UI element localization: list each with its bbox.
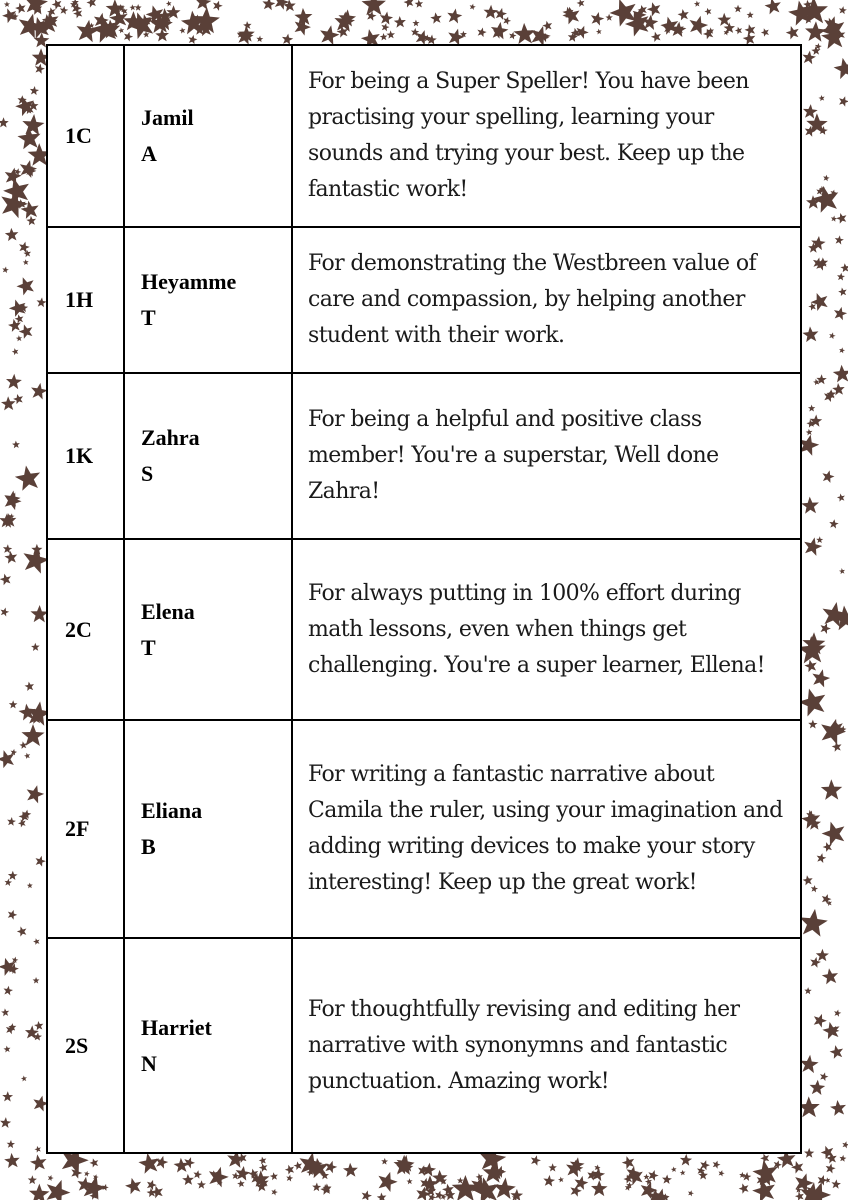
star-icon — [243, 21, 252, 30]
star-icon — [258, 1156, 267, 1165]
star-icon — [10, 748, 18, 755]
star-icon — [810, 667, 832, 688]
star-icon — [284, 1163, 296, 1175]
star-icon — [12, 440, 20, 448]
star-icon — [2, 266, 10, 273]
star-icon — [702, 27, 715, 40]
star-icon — [0, 747, 17, 769]
star-icon — [694, 0, 701, 7]
star-icon — [594, 1164, 601, 1171]
star-icon — [187, 34, 198, 45]
star-icon — [4, 550, 18, 564]
star-icon — [137, 1151, 161, 1174]
star-icon — [47, 1174, 55, 1181]
star-icon — [734, 5, 742, 13]
star-icon — [85, 0, 97, 8]
star-icon — [361, 0, 386, 15]
star-icon — [790, 1159, 806, 1174]
star-icon — [816, 949, 829, 962]
star-icon — [831, 1179, 841, 1189]
star-icon — [802, 326, 819, 343]
star-icon — [2, 544, 12, 554]
star-icon — [16, 335, 23, 342]
star-icon — [810, 885, 818, 893]
star-icon — [0, 606, 10, 617]
star-icon — [494, 7, 508, 21]
star-icon — [12, 393, 24, 405]
student-name — [124, 373, 292, 539]
award-row — [47, 539, 801, 720]
star-icon — [4, 1, 10, 7]
student-first-name: Jamil — [141, 105, 194, 130]
star-icon — [394, 16, 407, 28]
star-icon — [83, 1170, 90, 1177]
star-icon — [14, 2, 27, 15]
star-icon — [798, 907, 829, 937]
star-icon — [360, 1189, 373, 1200]
star-icon — [829, 1099, 847, 1116]
star-icon — [8, 870, 18, 880]
star-icon — [4, 1152, 21, 1168]
star-icon — [165, 0, 172, 7]
star-icon — [88, 1157, 99, 1168]
student-initial: N — [141, 1050, 157, 1076]
star-icon — [386, 30, 395, 39]
class-code: 1H — [47, 227, 124, 373]
star-icon — [784, 24, 800, 40]
class-code: 2C — [47, 539, 124, 720]
star-icon — [5, 373, 22, 389]
star-icon — [476, 26, 488, 37]
star-icon — [312, 1182, 321, 1191]
star-icon — [828, 519, 839, 529]
star-icon — [21, 1075, 28, 1082]
star-icon — [704, 7, 713, 16]
star-icon — [293, 1160, 303, 1170]
star-icon — [808, 720, 817, 729]
star-icon — [33, 977, 40, 984]
star-icon — [11, 347, 19, 355]
star-icon — [837, 95, 848, 108]
star-icon — [818, 94, 825, 101]
star-icon — [24, 681, 35, 691]
star-icon — [430, 12, 443, 25]
star-icon — [6, 908, 18, 920]
star-icon — [34, 854, 47, 867]
star-icon — [3, 1045, 11, 1053]
star-icon — [28, 1183, 49, 1200]
star-icon — [687, 1189, 695, 1196]
star-icon — [808, 405, 815, 412]
star-icon — [800, 808, 822, 829]
star-icon — [810, 183, 842, 214]
star-icon — [235, 27, 254, 46]
star-icon — [46, 6, 57, 16]
star-icon — [211, 0, 224, 11]
star-icon — [828, 332, 836, 340]
star-icon — [27, 882, 33, 888]
award-message: For thoughtfully revising and editing her narrative with synonymns and fantastic punctuation. Amazing work! — [292, 938, 801, 1153]
star-icon — [483, 4, 498, 19]
student-first-name: Elena — [141, 598, 195, 624]
award-row — [47, 45, 801, 227]
class-code: 2S — [47, 938, 124, 1153]
student-first-name: Zahra — [141, 425, 200, 450]
star-icon — [838, 287, 848, 297]
star-icon — [124, 1176, 144, 1195]
star-icon — [270, 1188, 278, 1196]
star-icon — [833, 1009, 842, 1017]
star-icon — [258, 1162, 269, 1173]
star-icon — [5, 1024, 16, 1035]
star-icon — [194, 0, 212, 10]
star-icon — [815, 852, 827, 863]
star-icon — [3, 985, 14, 996]
star-icon — [679, 1153, 692, 1166]
star-icon — [687, 13, 710, 36]
star-icon — [832, 56, 848, 80]
star-icon — [3, 166, 23, 186]
star-icon — [841, 1140, 848, 1148]
star-icon — [804, 1148, 814, 1158]
star-icon — [542, 20, 554, 31]
star-icon — [2, 1091, 13, 1102]
star-icon — [510, 1189, 523, 1200]
star-icon — [32, 937, 40, 945]
star-icon — [13, 463, 42, 491]
award-row — [47, 938, 801, 1153]
star-icon — [4, 227, 19, 241]
star-icon — [17, 240, 30, 253]
star-icon — [671, 1166, 677, 1172]
star-icon — [14, 274, 37, 296]
star-icon — [829, 1044, 845, 1060]
star-icon — [747, 11, 754, 18]
student-first-name: Eliana — [141, 798, 203, 823]
star-icon — [18, 810, 31, 822]
star-icon — [21, 724, 44, 746]
award-row — [47, 720, 801, 938]
star-icon — [734, 26, 743, 35]
student-name — [124, 45, 292, 227]
star-icon — [237, 1179, 246, 1187]
student-name — [124, 539, 292, 720]
star-icon — [29, 85, 39, 95]
star-icon — [832, 364, 848, 383]
star-icon — [821, 469, 836, 484]
student-first-name: Heyamme — [141, 269, 237, 294]
star-icon — [832, 305, 848, 321]
star-icon — [662, 1174, 673, 1184]
star-icon — [197, 1180, 206, 1189]
star-icon — [1, 1008, 10, 1017]
student-initial: S — [141, 461, 154, 486]
star-icon — [576, 0, 586, 8]
star-icon — [760, 27, 771, 37]
star-icon — [31, 643, 40, 651]
star-icon — [817, 715, 848, 746]
star-icon — [809, 1079, 826, 1095]
star-icon — [822, 390, 835, 403]
star-icon — [819, 1071, 830, 1081]
star-icon — [6, 816, 16, 826]
star-icon — [24, 783, 46, 804]
star-icon — [838, 347, 845, 354]
star-icon — [711, 1159, 721, 1169]
star-icon — [6, 1140, 15, 1149]
star-icon — [543, 1174, 556, 1186]
student-initial: A — [141, 141, 157, 166]
star-icon — [0, 6, 19, 24]
star-icon — [589, 10, 605, 26]
star-icon — [318, 23, 341, 46]
star-icon — [19, 199, 40, 220]
star-icon — [819, 818, 848, 847]
star-icon — [816, 536, 823, 543]
star-icon — [805, 428, 813, 435]
star-icon — [261, 0, 276, 11]
class-code: 1K — [47, 373, 124, 539]
star-icon — [822, 174, 830, 181]
star-icon — [118, 27, 125, 34]
star-icon — [824, 1162, 836, 1174]
award-row — [47, 227, 801, 373]
star-icon — [821, 967, 839, 985]
star-icon — [286, 1174, 294, 1182]
star-icon — [28, 1175, 37, 1184]
star-icon — [591, 1180, 608, 1196]
star-icon — [737, 1182, 750, 1195]
awards-table — [46, 44, 802, 1154]
star-icon — [412, 20, 419, 27]
star-icon — [811, 1012, 828, 1029]
star-icon — [548, 1163, 557, 1171]
star-icon — [839, 1154, 847, 1162]
star-icon — [135, 4, 142, 11]
student-name — [124, 720, 292, 938]
student-initial: T — [141, 634, 156, 660]
star-icon — [677, 8, 690, 21]
star-icon — [206, 1164, 231, 1189]
student-name — [124, 938, 292, 1153]
star-icon — [16, 925, 28, 937]
star-icon — [717, 1169, 725, 1177]
star-icon — [743, 23, 757, 36]
star-icon — [835, 212, 848, 225]
star-icon — [403, 0, 416, 8]
star-icon — [182, 1173, 194, 1185]
star-icon — [21, 113, 45, 136]
student-name — [124, 227, 292, 373]
star-icon — [802, 874, 814, 885]
star-icon — [4, 878, 12, 886]
star-icon — [469, 3, 476, 10]
star-icon — [801, 496, 820, 514]
star-icon — [0, 117, 9, 127]
star-icon — [17, 322, 35, 339]
star-icon — [42, 1176, 73, 1200]
star-icon — [821, 1020, 842, 1040]
star-icon — [558, 1176, 565, 1182]
star-icon — [680, 1170, 686, 1176]
class-code: 2F — [47, 720, 124, 938]
star-icon — [804, 987, 812, 994]
star-icon — [23, 259, 29, 265]
star-icon — [376, 1192, 387, 1200]
star-icon — [502, 15, 512, 25]
star-icon — [192, 1169, 202, 1179]
star-icon — [343, 1162, 359, 1177]
award-message: For demonstrating the Westbreen value of care and compassion, by helping another student with their work. — [292, 227, 801, 373]
star-icon — [34, 1145, 42, 1153]
star-icon — [179, 27, 186, 34]
star-icon — [375, 1169, 400, 1193]
award-message: For being a Super Speller! You have been practising your spelling, learning your sounds and trying your best. Keep up the fantastic work! — [292, 45, 801, 227]
star-icon — [9, 700, 18, 708]
star-icon — [839, 568, 846, 575]
star-icon — [0, 1117, 11, 1129]
star-icon — [840, 263, 848, 273]
star-icon — [561, 4, 583, 25]
star-icon — [821, 779, 843, 800]
student-initial: T — [141, 305, 156, 330]
star-icon — [379, 10, 394, 25]
student-initial: B — [141, 834, 156, 859]
star-icon — [837, 272, 846, 280]
star-icon — [838, 6, 847, 15]
award-message: For writing a fantastic narrative about Camila the ruler, using your imagination and adding writing devices to make your story interesting! Keep up the great work! — [292, 720, 801, 938]
star-icon — [23, 752, 31, 759]
award-message: For being a helpful and positive class member! You're a superstar, Well done Zahra! — [292, 373, 801, 539]
award-message: For always putting in 100% effort during math lessons, even when things get challenging. You're a super learner, Ellena! — [292, 539, 801, 720]
star-icon — [605, 14, 613, 21]
star-icon — [529, 1154, 542, 1166]
star-icon — [34, 1020, 44, 1030]
star-icon — [414, 0, 423, 8]
star-icon — [129, 4, 136, 11]
star-icon — [0, 572, 13, 586]
star-icon — [122, 30, 134, 42]
award-row — [47, 373, 801, 539]
star-icon — [830, 215, 837, 222]
star-icon — [433, 1189, 444, 1200]
student-first-name: Harriet — [141, 1014, 212, 1040]
star-icon — [834, 235, 844, 245]
star-icon — [836, 493, 846, 502]
star-icon — [269, 1172, 278, 1181]
star-icon — [406, 1178, 413, 1184]
star-icon — [381, 1158, 388, 1165]
star-icon — [256, 35, 263, 42]
star-icon — [380, 33, 388, 41]
star-icon — [1, 396, 16, 411]
star-icon — [650, 30, 663, 42]
star-icon — [29, 1153, 48, 1171]
star-icon — [763, 0, 782, 15]
star-icon — [645, 0, 662, 17]
star-icon — [596, 28, 603, 35]
star-icon — [824, 1177, 831, 1184]
class-code: 1C — [47, 45, 124, 227]
